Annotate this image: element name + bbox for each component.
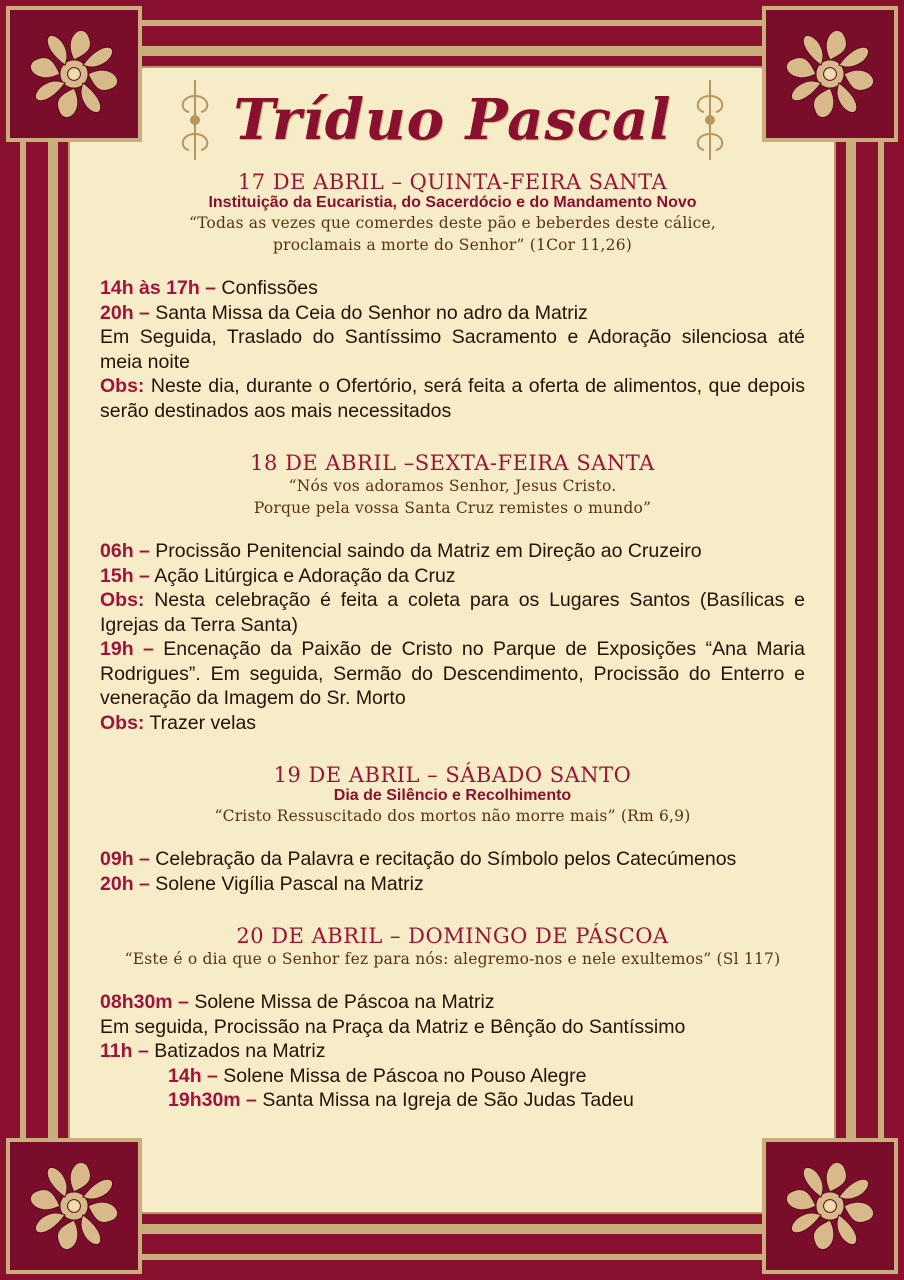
- schedule-item: 19h30m – Santa Missa na Igreja de São Judas Tadeu: [168, 1089, 634, 1111]
- day-subtitle: Dia de Silêncio e Recolhimento: [333, 787, 572, 804]
- schedule-item: 20h – Solene Vigília Pascal na Matriz: [100, 872, 424, 895]
- day-heading: 18 DE ABRIL –SEXTA-FEIRA SANTA: [250, 451, 655, 475]
- rosette-ornament-icon: [6, 1138, 142, 1274]
- day-subtitle: Instituição da Eucaristia, do Sacerdócio e do Mandamento Novo: [208, 194, 697, 211]
- rosette-ornament-icon: [762, 1138, 898, 1274]
- scripture-quote: “Nós vos adoramos Senhor, Jesus Cristo.: [288, 477, 617, 495]
- scripture-quote: “Este é o dia que o Senhor fez para nós: alegremo-nos e nele exultemos” (Sl 117): [124, 950, 781, 968]
- day-heading: 19 DE ABRIL – SÁBADO SANTO: [273, 763, 632, 787]
- schedule-item: 15h – Ação Litúrgica e Adoração da Cruz: [100, 564, 456, 587]
- schedule-item: 19h – Encenação da Paixão de Cristo no Parque de Exposições “Ana Maria Rodrigues”. Em seguida, Sermão do Descendimento, Procissão do Enterro e veneração da Imagem do Sr. Morto: [100, 638, 805, 709]
- schedule-item: 06h – Procissão Penitencial saindo da Matriz em Direção ao Cruzeiro: [100, 540, 702, 562]
- scripture-quote: Porque pela vossa Santa Cruz remistes o mundo”: [253, 499, 652, 517]
- schedule-item: 08h30m – Solene Missa de Páscoa na Matriz: [100, 991, 495, 1013]
- schedule-list: [100, 847, 805, 896]
- schedule-item: Em seguida, Procissão na Praça da Matriz e Bênção do Santíssimo: [100, 1015, 686, 1038]
- day-heading: 17 DE ABRIL – QUINTA-FEIRA SANTA: [237, 170, 668, 194]
- schedule-item: 14h – Solene Missa de Páscoa no Pouso Alegre: [168, 1064, 587, 1087]
- day-section-friday: [100, 451, 805, 735]
- main-content: [100, 70, 805, 1113]
- schedule-item: Obs: Neste dia, durante o Ofertório, será feita a oferta de alimentos, que depois serão destinados aos mais necessitados: [100, 375, 805, 422]
- scripture-quote: “Cristo Ressuscitado dos mortos não morre mais” (Rm 6,9): [214, 807, 691, 825]
- schedule-item: Em Seguida, Traslado do Santíssimo Sacramento e Adoração silenciosa até meia noite: [100, 326, 805, 373]
- schedule-list: [100, 990, 805, 1113]
- day-section-saturday: [100, 763, 805, 896]
- title-row: [100, 70, 805, 170]
- scroll-flourish-icon: [688, 76, 732, 164]
- day-section-sunday: [100, 924, 805, 1113]
- day-section-thursday: [100, 170, 805, 423]
- schedule-item: Obs: Nesta celebração é feita a coleta para os Lugares Santos (Basílicas e Igrejas da Terra Santa): [100, 589, 805, 636]
- scripture-quote: proclamais a morte do Senhor” (1Cor 11,26): [272, 236, 633, 254]
- schedule-item: 09h – Celebração da Palavra e recitação do Símbolo pelos Catecúmenos: [100, 848, 737, 870]
- scripture-quote: “Todas as vezes que comerdes deste pão e beberdes deste cálice,: [188, 214, 717, 232]
- schedule-item: 14h às 17h – Confissões: [100, 277, 318, 299]
- schedule-list: [100, 539, 805, 735]
- schedule-item: Obs: Trazer velas: [100, 711, 257, 734]
- schedule-list: [100, 276, 805, 423]
- schedule-item: 11h – Batizados na Matriz: [100, 1040, 326, 1062]
- scroll-flourish-icon: [173, 76, 217, 164]
- page-title: Tríduo Pascal: [233, 87, 672, 153]
- day-heading: 20 DE ABRIL – DOMINGO DE PÁSCOA: [236, 924, 669, 948]
- schedule-item: 20h – Santa Missa da Ceia do Senhor no adro da Matriz: [100, 301, 588, 324]
